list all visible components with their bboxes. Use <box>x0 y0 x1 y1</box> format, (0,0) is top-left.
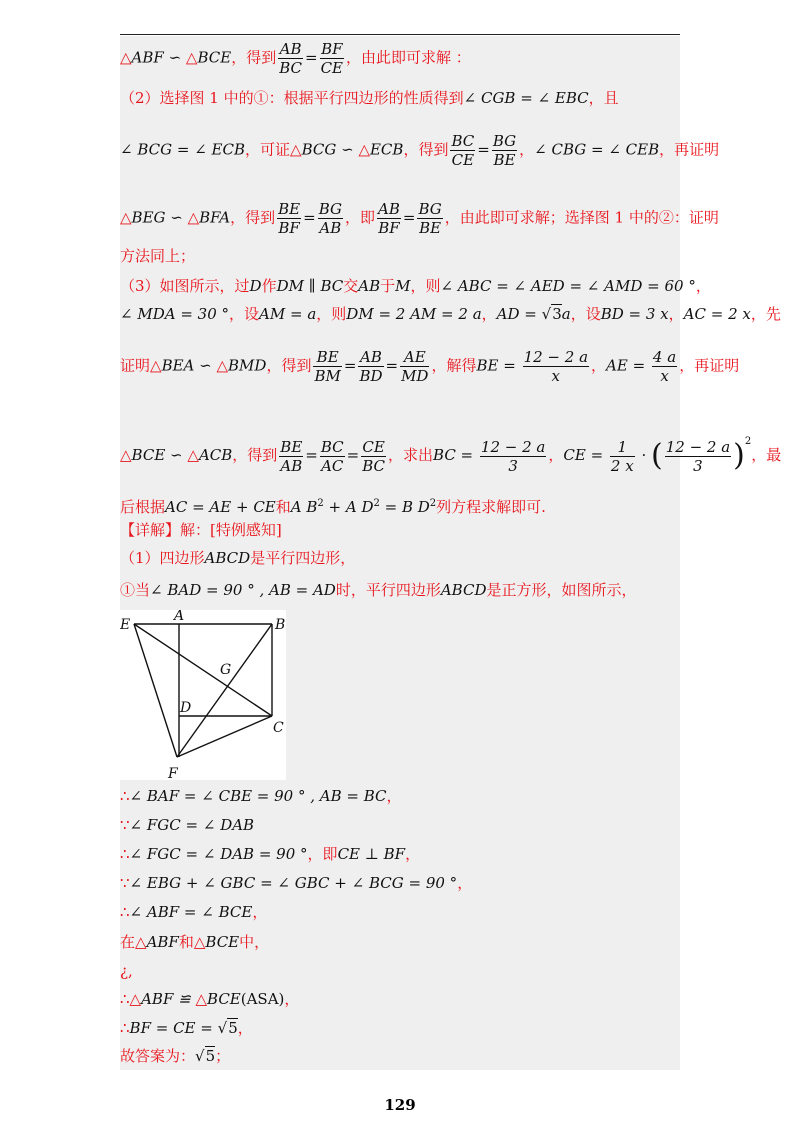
fraction: $\frac{BG}{BE}$ <box>418 200 442 237</box>
line-10: 后根据AC = AE + CE和A $B^2 + A$ $D^2 = B$ $D^2$列方程求解即可. <box>120 498 546 516</box>
fraction: $\frac{BG}{BE}$ <box>492 132 517 169</box>
triangle-icon: △ <box>187 208 200 227</box>
triangle-icon: △ <box>195 990 208 1008</box>
fraction: $\frac{AB}{BC}$ <box>279 40 302 77</box>
page-number: 129 <box>384 1096 416 1114</box>
label-B: B <box>275 617 286 633</box>
line-4: △BEG ∽ △BFA，得到 $\frac{BE}{BF}$ = $\frac{BG}{AB}$ ，即 $\frac{AB}{BF}$ = $\frac{BG}{BE}$ ，由此即可求解；选择图 1 中的②：证明 <box>120 200 719 237</box>
label-E: E <box>120 617 131 633</box>
line-8: 证明△BEA ∽ △BMD，得到 $\frac{BE}{BM}$ = $\frac{AB}{BD}$ = $\frac{AE}{MD}$ ，解得BE = $\frac{12 - 2 a}{x}$ ，AE = $\frac{4 a}{x}$ ，再证明 <box>120 348 740 385</box>
line-5: 方法同上； <box>120 247 196 265</box>
fraction: $\frac{BE}{BM}$ <box>314 348 341 385</box>
line-12: （1）四边形ABCD是平行四边形， <box>120 549 356 567</box>
triangle-icon: △ <box>358 140 370 159</box>
segment-EC <box>134 624 272 716</box>
triangle-icon: △ <box>150 356 162 375</box>
label-D: D <box>180 700 192 716</box>
header-rule <box>120 34 680 35</box>
fraction: $\frac{BC}{AC}$ <box>320 437 344 475</box>
line-9: △BCE ∽ △ACB，得到 $\frac{BE}{AB}$ = $\frac{BC}{AC}$ = $\frac{CE}{BC}$ ，求出BC = $\frac{12 - 2 a}{3}$ ，CE = $\frac{1}{2 x}$ · ( $\frac{12 - 2 a}{3}$ )$^2$，最 <box>120 436 782 475</box>
line-15: ∵∠ FGC = ∠ DAB <box>120 816 255 834</box>
fraction: $\frac{BE}{AB}$ <box>280 437 303 475</box>
line-20: ¿, <box>120 962 133 980</box>
line-17: ∵∠ EBG + ∠ GBC = ∠ GBC + ∠ BCG = 90 °， <box>120 874 473 892</box>
triangle-icon: △ <box>129 990 142 1008</box>
line-11: 【详解】解：[特例感知] <box>120 521 282 539</box>
solution-content <box>120 36 782 1070</box>
label-G: G <box>220 662 232 678</box>
fraction: $\frac{4 a}{x}$ <box>652 348 677 385</box>
line-14: ∴∠ BAF = ∠ CBE = 90 ° , AB = BC， <box>120 787 402 805</box>
fraction: $\frac{12 - 2 a}{x}$ <box>523 348 589 385</box>
fraction: $\frac{CE}{BC}$ <box>362 437 385 475</box>
geometry-diagram <box>120 610 286 780</box>
triangle-icon: △ <box>216 356 229 375</box>
line-19: 在△ABF和△BCE中， <box>120 933 270 951</box>
line-2: （2）选择图 1 中的①：根据平行四边形的性质得到∠ CGB = ∠ EBC，且 <box>120 89 619 107</box>
label-A: A <box>174 610 185 624</box>
fraction: $\frac{AE}{MD}$ <box>401 348 429 385</box>
triangle-icon: △ <box>120 208 132 227</box>
fraction: $\frac{BG}{AB}$ <box>318 200 342 237</box>
line-22: ∴BF = CE = √5， <box>120 1019 253 1037</box>
sqrt-icon: √ <box>195 1047 205 1065</box>
left-paren: ( <box>651 438 663 473</box>
triangle-icon: △ <box>120 446 132 464</box>
triangle-icon: △ <box>187 446 199 464</box>
fraction: $\frac{BF}{CE}$ <box>320 40 344 77</box>
right-paren: ) <box>733 438 745 473</box>
line-23: 故答案为：√5； <box>120 1047 231 1065</box>
line-16: ∴∠ FGC = ∠ DAB = 90 °，即CE ⊥ BF， <box>120 845 421 863</box>
line-3: ∠ BCG = ∠ ECB，可证△BCG ∽ △ECB，得到 $\frac{BC}{CE}$ = $\frac{BG}{BE}$ ，∠ CBG = ∠ CEB，再证明 <box>120 132 720 169</box>
line-7: ∠ MDA = 30 °，设AM = a，则DM = 2 AM = 2 a，AD = √3a，设BD = 3 x，AC = 2 x，先 <box>120 305 781 323</box>
sqrt-icon: √ <box>541 305 552 323</box>
square-figure <box>120 610 286 780</box>
fraction: $\frac{BE}{BF}$ <box>278 200 301 237</box>
line-1: △ABF ∽ △BCE，得到 $\frac{AB}{BC}$ = $\frac{BF}{CE}$ ，由此即可求解 ： <box>120 40 471 77</box>
triangle-icon: △ <box>185 48 198 67</box>
sqrt-icon: √ <box>217 1019 228 1037</box>
label-C: C <box>273 720 284 736</box>
line-18: ∴∠ ABF = ∠ BCE， <box>120 903 268 921</box>
segment-EF <box>134 624 177 757</box>
fraction: $\frac{1}{2 x}$ <box>610 437 634 475</box>
fraction: $\frac{AB}{BD}$ <box>359 348 383 385</box>
label-F: F <box>168 766 178 780</box>
line-13: ①当∠ BAD = 90 ° , AB = AD时，平行四边形ABCD是正方形，如图所示， <box>120 581 637 599</box>
fraction: $\frac{BC}{CE}$ <box>451 132 475 169</box>
line-6: （3）如图所示，过D作DM ∥ BC交AB于M，则∠ ABC = ∠ AED = ∠ AMD = 60 °， <box>120 277 711 295</box>
triangle-icon: △ <box>193 933 206 951</box>
triangle-icon: △ <box>120 48 132 67</box>
line-21: ∴△ABF ≌ △BCE(ASA)， <box>120 990 300 1008</box>
fraction: $\frac{12 - 2 a}{3}$ <box>480 437 546 475</box>
fraction: $\frac{12 - 2 a}{3}$ <box>665 437 731 475</box>
triangle-icon: △ <box>135 933 147 951</box>
triangle-icon: △ <box>290 140 302 159</box>
fraction: $\frac{AB}{BF}$ <box>378 200 400 237</box>
